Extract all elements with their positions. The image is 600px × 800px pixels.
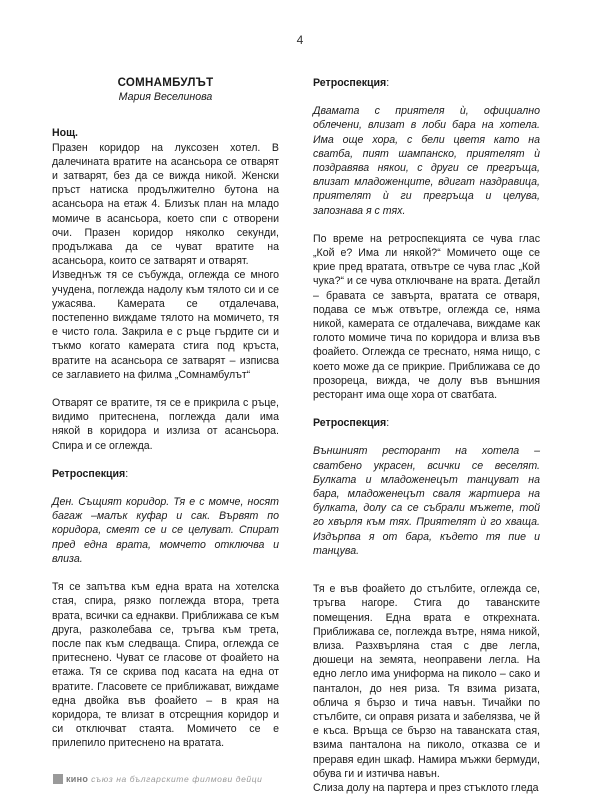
paragraph-italic: Двамата с приятеля ѝ, официално облечени, влизат в лоби бара на хотела. Има още хора, с бели цветя като на сватба, пият шампанско, приятелят ѝ поздравява някои, с други се прегръща, влизат младоженците, вдигат наздравица, приятелят ѝ ги прегръща и целува, запознава я с тях.	[313, 105, 540, 217]
page-number: 4	[296, 33, 304, 47]
logo-square-icon	[53, 774, 63, 784]
paragraph-italic: Ден. Същият коридор. Тя е с момче, носят багаж –малък куфар и сак. Вървят по коридора, смеят се и се целуват. Спират пред една врата, момчето отключва и влиза.	[52, 496, 279, 565]
left-column	[52, 76, 279, 751]
heading-colon: :	[125, 467, 129, 480]
retrospection-heading-text: Ретроспекция	[313, 77, 387, 89]
retrospection-heading	[52, 467, 279, 481]
footer-brand: кино	[66, 774, 89, 784]
paragraph: По време на ретроспекцията се чува глас „Кой е? Има ли някой?“ Момичето още се крие пред вратата, отвътре се чува глас „Кой чука?“ и се чува отключване на врата. Детайл – бравата се завърта, вратата се отваря, подава се мъж отвътре, оглежда се, няма никой, камерата се отдалечава, виждаме как голото момиче тича по коридора и влиза във фоайето. Оглежда се треснато, няма нищо, с което може да се прикрие. Приближава се до прозореца, вижда, че долу във външния ресторант има още хора от сватбата.	[313, 232, 540, 402]
paragraph: Изведнъж тя се събужда, оглежда се много учудена, поглежда надолу към тялото си и се ужасява. Камерата се отдалечава, постепенно виждаме тялото на момичето, тя е чисто гола. Закрила е с ръце гърдите си и тъкмо когато камерата стига под кръста, вратите на асансьора се затварят – изписва се заглавието на филма „Сомнамбулът“	[52, 269, 279, 381]
right-column	[313, 76, 540, 795]
heading-colon: :	[386, 77, 390, 89]
paragraph: Тя е във фоайето до стълбите, оглежда се, тръгва нагоре. Стига до таванските помещения. Една врата е открехната. Приближава се, поглежда вътре, няма никой, влиза. Разхвърляна стая с две легла, дюшеци на земята, неоправени легла. На едно легло има униформа на пиколо – сако и панталон, до нея риза. Тя взима ризата, облича я бързо и тича навън. Тичайки по стълбите, си оправя ризата и забелязва, че й е къса. Връща се бързо на таванската стая, взима панталона на пиколо, отказва се и преравя един шкаф. Намира мъжки бермуди, обува ги и изтичва навън.	[313, 583, 540, 780]
paragraph: Слиза долу на партера и през стъклото гледа	[313, 781, 539, 794]
retrospection-heading-text: Ретроспекция	[313, 417, 387, 430]
paragraph: Празен коридор на луксозен хотел. В далечината вратите на асансьора се отварят и затварят, без да се вижда никой. Женски пръст натиска продължително бутона на асансьора на етаж 4. Близък план на младо момиче в асансьора, което спи с отворени очи. Празен коридор няколко секунди, продължава да се чуват вратите на асансьора, които се затварят и отварят.	[52, 141, 279, 268]
footer-tagline: съюз на българските филмови дейци	[91, 774, 263, 784]
retrospection-heading	[313, 416, 540, 430]
night-heading: Нощ.	[52, 127, 79, 140]
story-title: СОМНАМБУЛЪТ	[117, 77, 214, 89]
paragraph: Тя се запътва към една врата на хотелска стая, спира, рязко поглежда втора, трета врата, всички са еднакви. Приближава се към друга, разколебава се, тръгва към трета, после пак към следваща. Спира, оглежда се притеснено. Чуват се гласове от фоайето на етажа. Тя се скрива под касата на една от вратите. Гласовете се приближават, виждаме една двойка във фоайето – в края на коридора, те влизат в отсрещния коридор и си отключват стаята. Момичето се е прилепило притеснено на вратата.	[52, 581, 279, 750]
retrospection-heading-text: Ретроспекция	[52, 467, 126, 480]
retrospection-heading	[313, 76, 540, 90]
paragraph: Отварят се вратите, тя се е прикрила с ръце, видимо притеснена, поглежда дали има някой в коридора и излиза от асансьора. Спира и се оглежда.	[52, 397, 279, 452]
footer	[53, 773, 263, 785]
paragraph-italic: Външният ресторант на хотела – сватбено украсен, всички се веселят. Булката и младоженецът танцуват на бара, младоженецът сваля жартиера на булката, долу са се събрали мъжете, той го хвърля към тях. Приятелят ѝ го хваща. Издърпва я от бара, където тя пие и танцува.	[313, 445, 540, 557]
heading-colon: :	[386, 417, 390, 430]
story-author: Мария Веселинова	[118, 91, 213, 104]
